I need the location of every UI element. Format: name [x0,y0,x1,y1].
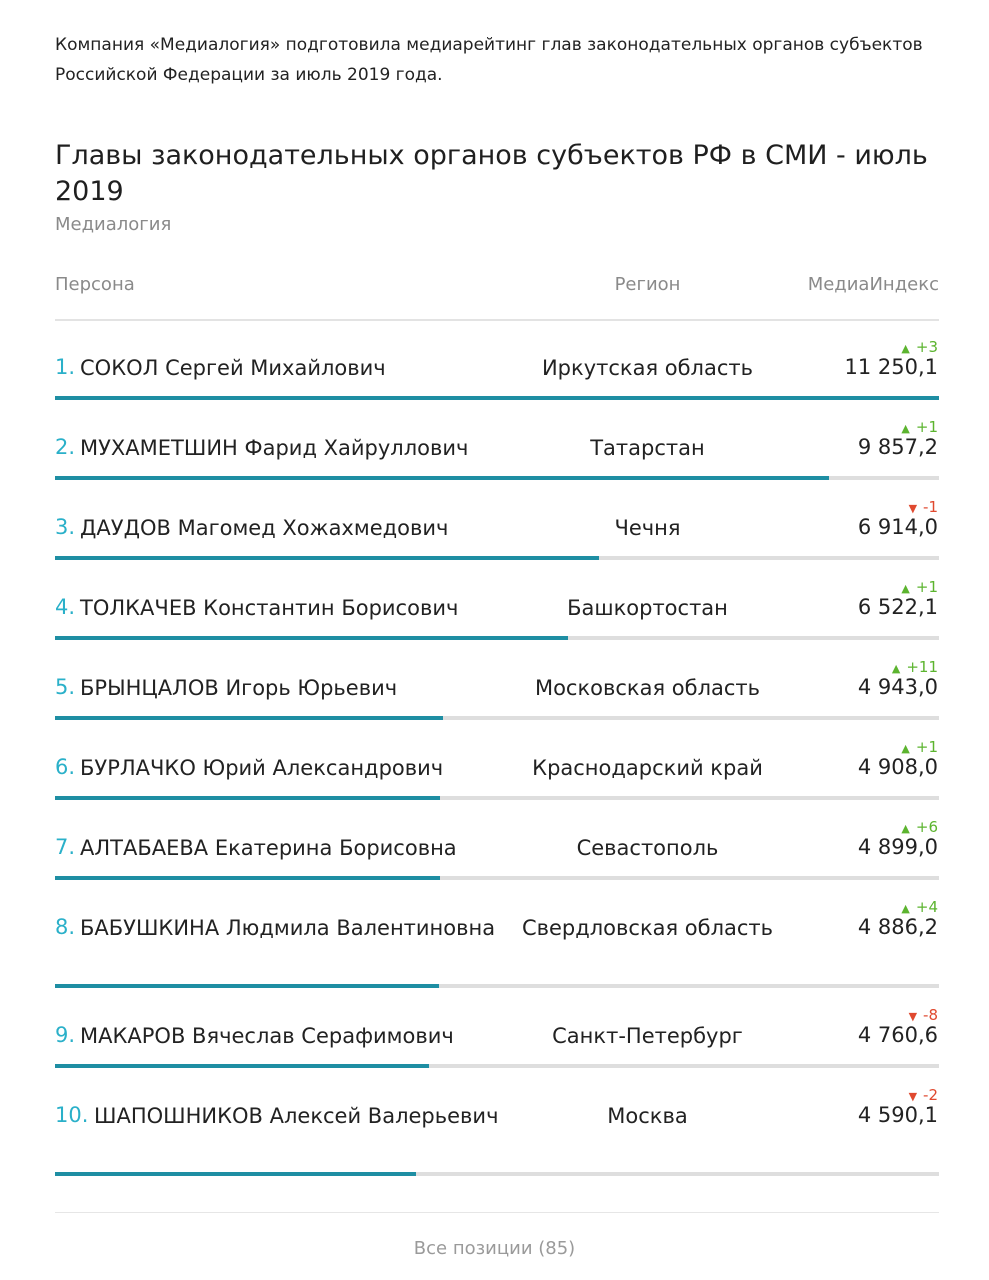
index-bar-fill [55,984,439,988]
rank-change-value: +1 [915,738,938,756]
rank-change-value: -2 [923,1086,938,1104]
intro-text: Компания «Медиалогия» подготовила медиарейтинг глав законодательных органов субъектов Российской Федерации за июль 2019 года. [55,35,923,85]
rank-number: 7. [55,835,76,859]
rank-change [909,1086,938,1104]
ranking-table [55,322,939,1178]
media-index-value: 11 250,1 [844,355,938,379]
index-bar-track [55,796,939,800]
person-name: БУРЛАЧКО Юрий Александрович [80,756,444,780]
person-name: МУХАМЕТШИН Фарид Хайруллович [80,436,469,460]
page-title: Главы законодательных органов субъектов РФ в СМИ - июль 2019 [55,140,928,207]
region-name: Башкортостан [567,596,728,620]
index-bar-track [55,396,939,400]
rank-change-value: -1 [923,498,938,516]
person-name: ШАПОШНИКОВ Алексей Валерьевич [94,1104,499,1128]
media-index-value: 4 943,0 [857,675,938,699]
index-bar-fill [55,636,568,640]
rank-change-arrow-icon: ▲ [901,582,910,595]
rank-change [901,418,938,436]
media-index-value: 6 914,0 [857,515,938,539]
person-name: БРЫНЦАЛОВ Игорь Юрьевич [80,676,398,700]
rank-change-value: +6 [915,818,938,836]
index-bar-fill [55,796,440,800]
rank-number: 10. [55,1103,89,1127]
column-header-index[interactable]: МедиаИндекс [807,274,939,295]
rank-change [909,498,938,516]
person-name: СОКОЛ Сергей Михайлович [80,356,386,380]
rank-number: 1. [55,355,76,379]
rank-change-value: +1 [915,578,938,596]
rank-number: 5. [55,675,76,699]
footer-divider [55,1212,939,1213]
region-name: Краснодарский край [532,756,763,780]
region-name: Свердловская область [521,916,774,940]
index-bar-track [55,556,939,560]
rank-number: 2. [55,435,76,459]
media-index-value: 9 857,2 [857,435,938,459]
index-bar-fill [55,876,440,880]
index-bar-fill [55,1064,429,1068]
index-bar-track [55,476,939,480]
rank-number: 4. [55,595,76,619]
table-row [55,990,939,1070]
person-name: АЛТАБАЕВА Екатерина Борисовна [80,836,457,860]
rank-change [909,1006,938,1024]
region-name: Москва [607,1104,688,1128]
rank-change-arrow-icon: ▲ [901,342,910,355]
rank-change-arrow-icon: ▲ [901,902,910,915]
rank-change [901,578,938,596]
index-bar-fill [55,396,939,400]
index-bar-fill [55,716,443,720]
region-name: Чечня [614,516,681,540]
rank-change-value: +3 [915,338,938,356]
person-name: ТОЛКАЧЕВ Константин Борисович [80,596,459,620]
column-header-person[interactable]: Персона [55,274,135,295]
rank-change-arrow-icon: ▼ [908,502,918,515]
table-row [55,642,939,722]
rank-number: 6. [55,755,76,779]
source-label: Медиалогия [55,214,172,235]
rank-change-arrow-icon: ▼ [908,1090,918,1103]
rank-number: 8. [55,915,76,939]
table-row [55,802,939,882]
index-bar-track [55,1172,939,1176]
rank-change [892,658,938,676]
table-row [55,402,939,482]
index-bar-fill [55,476,829,480]
rank-change [901,818,938,836]
table-row [55,1070,939,1178]
rank-change-value: -8 [923,1006,938,1024]
media-index-value: 6 522,1 [857,595,938,619]
rank-change-arrow-icon: ▲ [891,662,901,675]
media-index-value: 4 899,0 [857,835,938,859]
region-name: Московская область [534,676,761,700]
index-bar-fill [55,1172,416,1176]
media-index-value: 4 886,2 [857,915,938,939]
table-row [55,322,939,402]
rank-number: 3. [55,515,76,539]
person-name: МАКАРОВ Вячеслав Серафимович [80,1024,454,1048]
region-name: Севастополь [576,836,719,860]
index-bar-fill [55,556,599,560]
region-name: Иркутская область [541,356,754,380]
person-name: ДАУДОВ Магомед Хожахмедович [80,516,449,540]
all-positions-link[interactable]: Все позиции (85) [413,1238,576,1259]
index-bar-track [55,1064,939,1068]
table-header [55,274,939,304]
media-index-value: 4 760,6 [857,1023,938,1047]
rank-change [901,738,938,756]
media-index-value: 4 590,1 [857,1103,938,1127]
rank-change-value: +4 [915,898,938,916]
rank-change-value: +1 [915,418,938,436]
index-bar-track [55,876,939,880]
table-row [55,562,939,642]
rank-change [901,898,938,916]
column-header-region[interactable]: Регион [614,274,681,295]
index-bar-track [55,984,939,988]
rank-number: 9. [55,1023,76,1047]
table-row [55,882,939,990]
rank-change-arrow-icon: ▲ [901,742,910,755]
rank-change-value: +11 [906,658,938,676]
region-name: Татарстан [590,436,705,460]
header-divider [55,319,939,321]
rank-change [901,338,938,356]
rank-change-arrow-icon: ▲ [901,422,910,435]
table-row [55,482,939,562]
person-name: БАБУШКИНА Людмила Валентиновна [80,916,496,940]
media-index-value: 4 908,0 [857,755,938,779]
rank-change-arrow-icon: ▲ [901,822,910,835]
index-bar-track [55,716,939,720]
region-name: Санкт-Петербург [552,1024,743,1048]
rank-change-arrow-icon: ▼ [908,1010,918,1023]
table-row [55,722,939,802]
index-bar-track [55,636,939,640]
